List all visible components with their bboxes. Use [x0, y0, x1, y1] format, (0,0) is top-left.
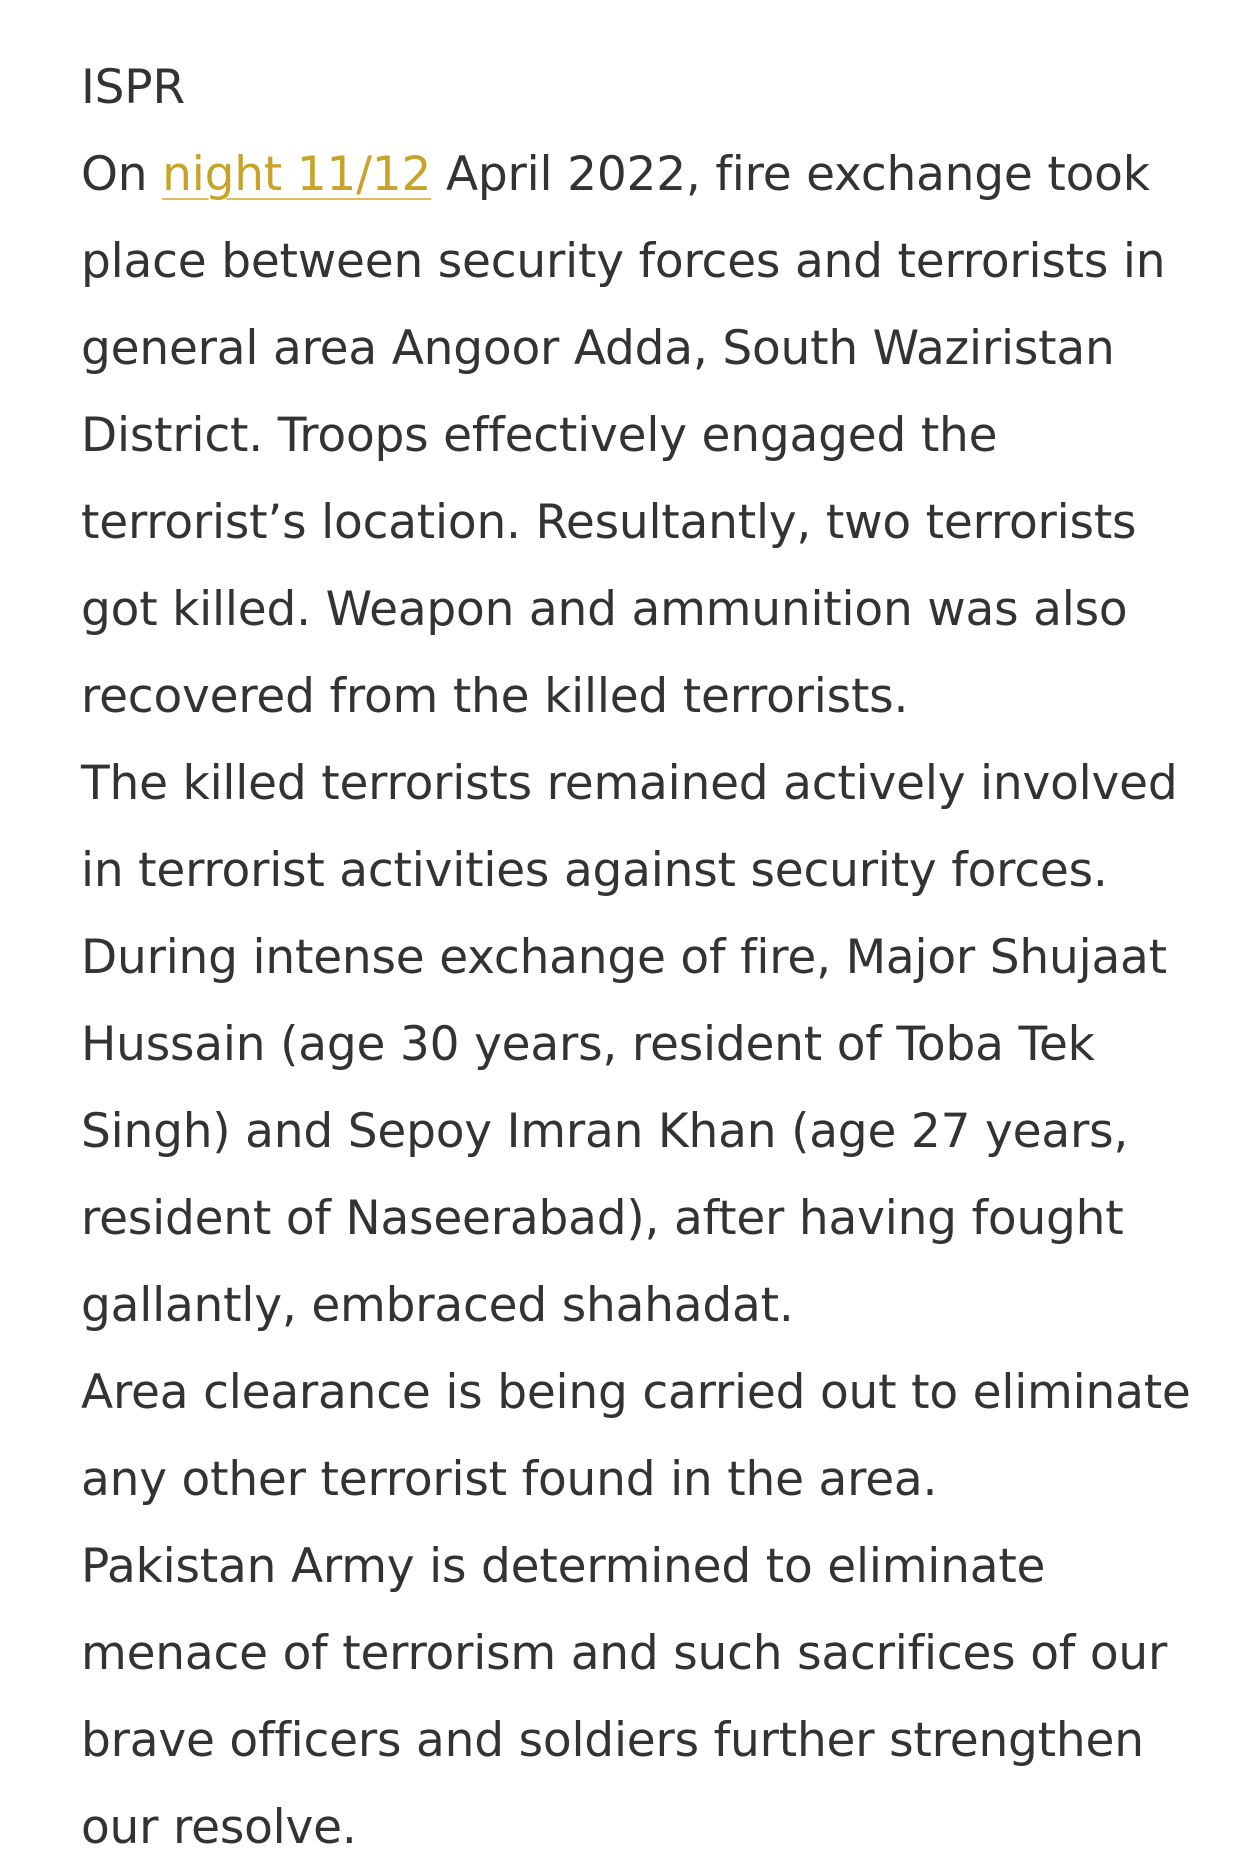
note-paragraph-4: Area clearance is being carried out to eliminate any other terrorist found in the area. — [81, 1365, 1191, 1507]
note-body[interactable] — [81, 44, 1191, 1871]
note-heading: ISPR — [81, 60, 185, 115]
paragraph-1-prefix: On — [81, 147, 163, 202]
note-paragraph-2: The killed terrorists remained actively involved in terrorist activities against security forces. — [81, 756, 1178, 898]
note-paragraph-1 — [81, 131, 1191, 740]
note-paragraph-5: Pakistan Army is determined to eliminate menace of terrorism and such sacrifices of our brave officers and soldiers further strengthen our resolve. — [81, 1539, 1168, 1855]
paragraph-1-text: April 2022, fire exchange took place between security forces and terrorists in general area Angoor Adda, South Waziristan District. Troops effectively engaged the terrorist’s location. Resultantly, two terrorists got killed. Weapon and ammunition was also recovered from the killed terrorists. — [81, 147, 1166, 724]
note-paragraph-3: During intense exchange of fire, Major Shujaat Hussain (age 30 years, resident of Toba Tek Singh) and Sepoy Imran Khan (age 27 years, resident of Naseerabad), after having fought gallantly, embraced shahadat. — [81, 930, 1167, 1333]
date-link[interactable]: night 11/12 — [162, 147, 432, 202]
